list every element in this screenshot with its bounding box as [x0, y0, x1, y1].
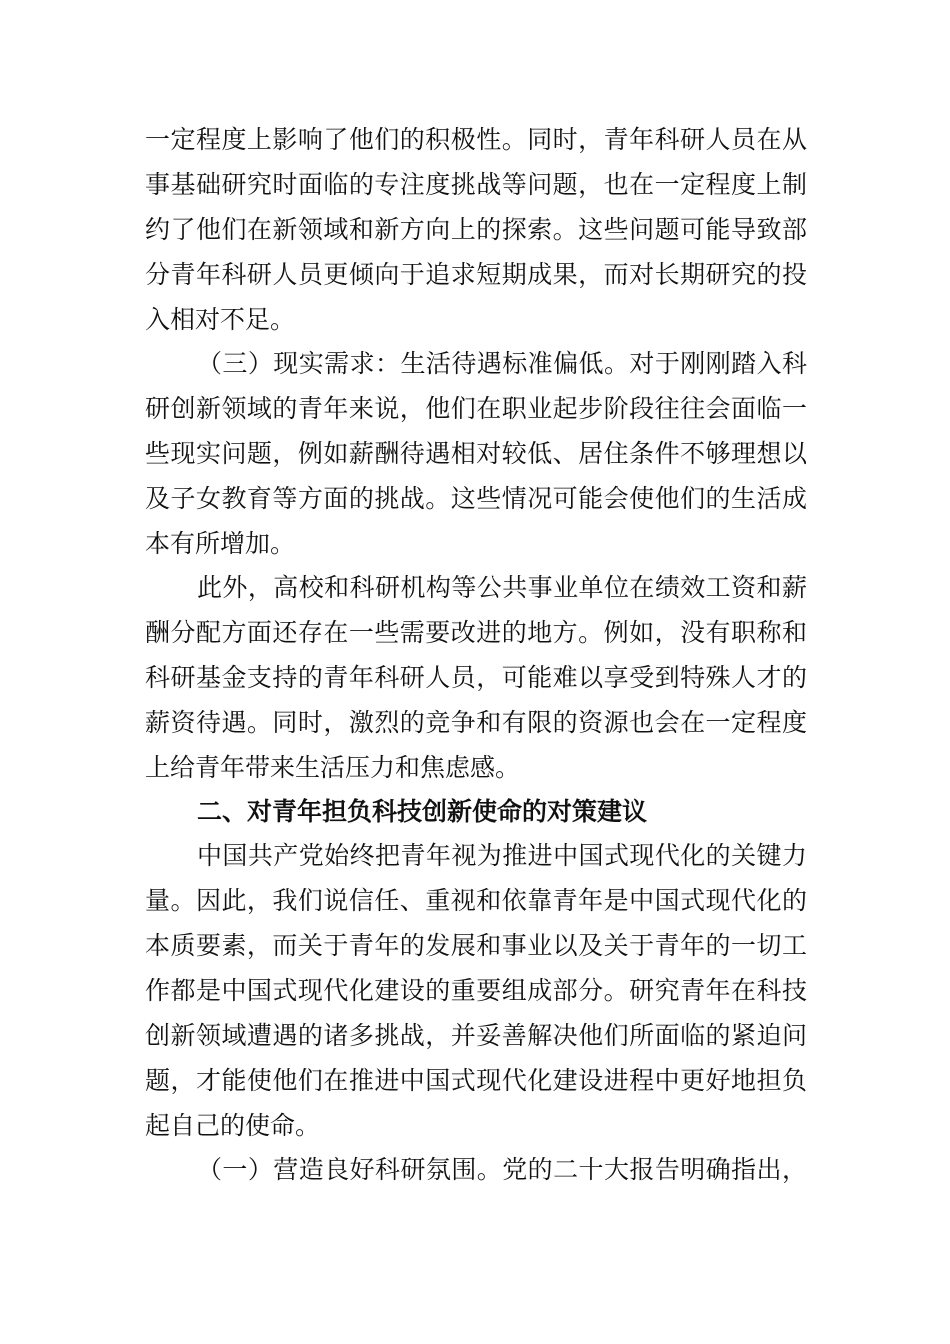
paragraph-4-line-4: 作都是中国式现代化建设的重要组成部分。研究青年在科技	[145, 976, 807, 1005]
section-heading: 二、对青年担负科技创新使命的对策建议	[197, 797, 648, 826]
paragraph-4-line-7: 起自己的使命。	[145, 1111, 321, 1140]
paragraph-4-line-1: 中国共产党始终把青年视为推进中国式现代化的关键力	[197, 841, 807, 870]
paragraph-2-line-4: 及子女教育等方面的挑战。这些情况可能会使他们的生活成	[145, 484, 807, 513]
paragraph-3-line-1: 此外，高校和科研机构等公共事业单位在绩效工资和薪	[197, 573, 807, 602]
paragraph-2-line-3: 些现实问题，例如薪酬待遇相对较低、居住条件不够理想以	[145, 439, 807, 468]
paragraph-3-line-4: 薪资待遇。同时，激烈的竞争和有限的资源也会在一定程度	[145, 708, 807, 737]
paragraph-1-line-3: 约了他们在新领域和新方向上的探索。这些问题可能导致部	[145, 215, 807, 244]
paragraph-3-line-3: 科研基金支持的青年科研人员，可能难以享受到特殊人才的	[145, 663, 807, 692]
paragraph-3-line-5: 上给青年带来生活压力和焦虑感。	[145, 753, 521, 782]
paragraph-2-line-1: （三）现实需求：生活待遇标准偏低。对于刚刚踏入科	[197, 349, 807, 378]
paragraph-4-line-6: 题，才能使他们在推进中国式现代化建设进程中更好地担负	[145, 1066, 807, 1095]
paragraph-3-line-2: 酬分配方面还存在一些需要改进的地方。例如，没有职称和	[145, 618, 807, 647]
paragraph-2-line-5: 本有所增加。	[145, 529, 296, 558]
paragraph-4-line-2: 量。因此，我们说信任、重视和依靠青年是中国式现代化的	[145, 886, 807, 915]
paragraph-2-line-2: 研创新领域的青年来说，他们在职业起步阶段往往会面临一	[145, 394, 807, 423]
paragraph-5-line-1: （一）营造良好科研氛围。党的二十大报告明确指出，	[197, 1155, 807, 1184]
paragraph-1-line-4: 分青年科研人员更倾向于追求短期成果，而对长期研究的投	[145, 260, 807, 289]
paragraph-4-line-3: 本质要素，而关于青年的发展和事业以及关于青年的一切工	[145, 931, 807, 960]
paragraph-1-line-2: 事基础研究时面临的专注度挑战等问题，也在一定程度上制	[145, 170, 807, 199]
paragraph-1-line-5: 入相对不足。	[145, 305, 296, 334]
paragraph-1-line-1: 一定程度上影响了他们的积极性。同时，青年科研人员在从	[145, 125, 807, 154]
paragraph-4-line-5: 创新领域遭遇的诸多挑战，并妥善解决他们所面临的紧迫问	[145, 1021, 807, 1050]
